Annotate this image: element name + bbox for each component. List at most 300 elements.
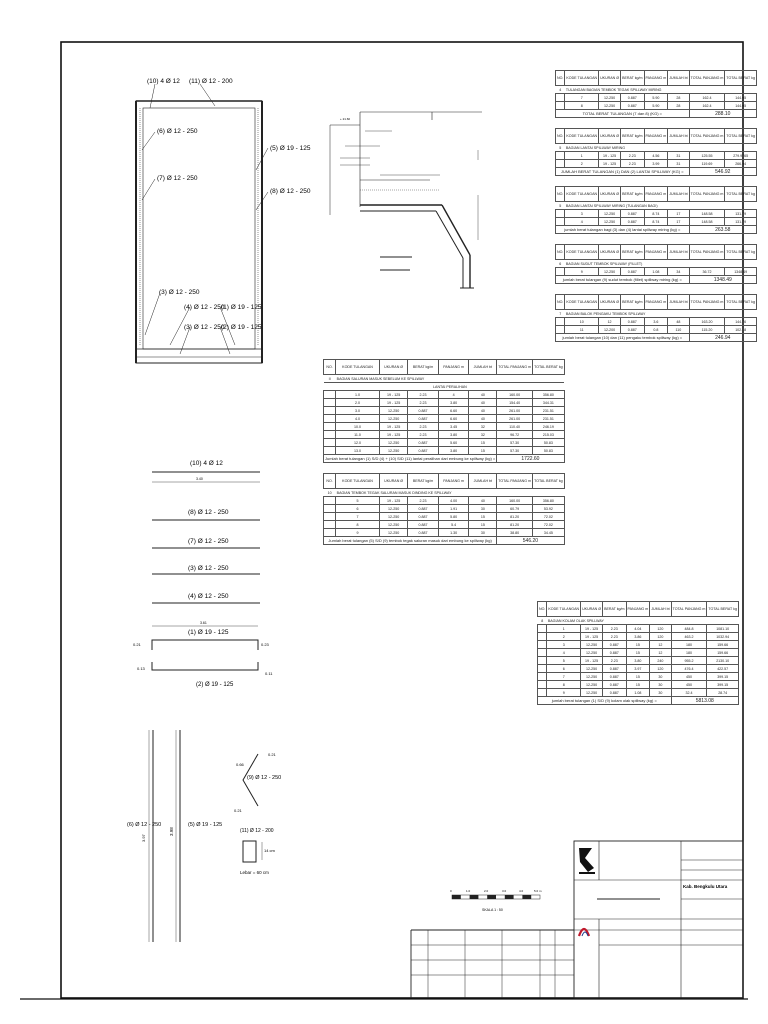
table-cell: 12-200 [599, 326, 621, 334]
table-header-cell: KODE TULANGAN [565, 129, 599, 144]
table-cell: 4.56 [644, 152, 668, 160]
bar-1-right-dim: 0.23 [261, 642, 269, 647]
table-header-row [556, 245, 757, 260]
table-cell: 154.40 [497, 399, 533, 407]
section-title: BAGIAN LANTAI SPILLWAY MIRING (TULANGAN BAGI) [565, 202, 757, 210]
table-cell: 3.86 [626, 633, 650, 641]
row-no-cell [538, 625, 547, 633]
table-cell: 19 - 125 [379, 399, 408, 407]
table-cell: 1081.10 [707, 625, 739, 633]
total-value: 546.92 [689, 168, 756, 176]
table-section-row [324, 489, 565, 497]
table-cell: 3 [547, 641, 581, 649]
table-cell: 11.0 [336, 431, 380, 439]
table-cell: 0.887 [603, 641, 626, 649]
cross-label-5: (5) Ø 19 - 125 [270, 145, 311, 152]
table-cell: 7 [336, 513, 380, 521]
table-header-row [556, 129, 757, 144]
table-cell: 13.0 [336, 447, 380, 455]
row-no-cell [556, 218, 565, 226]
table-header-cell: TOTAL PANJANG m [689, 245, 725, 260]
table-total-row [556, 334, 757, 342]
table-cell: 48 [668, 318, 689, 326]
table-gap-row [324, 463, 565, 474]
table-cell: 40 [469, 497, 497, 505]
table-gap [556, 234, 757, 245]
table-header-cell: TOTAL BERAT kg [533, 360, 565, 375]
table-cell: 3.97 [626, 665, 650, 673]
table-section-row [556, 310, 757, 318]
total-value: 546.20 [497, 537, 564, 545]
table-header-cell: JUMLAH bt [668, 187, 689, 202]
table-section-row [556, 202, 757, 210]
table-header-cell: PANJANG m [644, 295, 668, 310]
row-no-cell [538, 649, 547, 657]
bar-label-8: (8) Ø 12 - 250 [188, 509, 229, 516]
scale-bar [452, 895, 540, 899]
row-no-cell [556, 326, 565, 334]
table-cell: 19 - 125 [379, 431, 408, 439]
table-cell: 110 [668, 326, 689, 334]
row-no-cell [324, 521, 336, 529]
table-header-row [538, 602, 739, 617]
table-cell: 7 [547, 673, 581, 681]
table-cell: 0.887 [603, 689, 626, 697]
table-cell: 40 [469, 391, 497, 399]
table-header-cell: KODE TULANGAN [547, 602, 581, 617]
table-cell: 5.60 [438, 439, 469, 447]
table-cell: 7 [565, 94, 599, 102]
total-value: 288.10 [689, 110, 756, 118]
section-title: TULANGAN BAGIAN TEMBOK TEGAK SPILLWAY MIRING [565, 86, 757, 94]
table-cell: 2.23 [408, 497, 438, 505]
table-row [324, 423, 565, 431]
row-no-cell [538, 641, 547, 649]
section-number: 10 [324, 489, 336, 497]
table-cell: 17 [668, 218, 689, 226]
table-cell: 8.74 [644, 210, 668, 218]
table-header-cell: UKURAN Ø [599, 295, 621, 310]
table-cell: 120 [650, 665, 671, 673]
table-cell: 0.887 [621, 318, 644, 326]
bar-1-shape [152, 640, 258, 650]
table-cell: 12-250 [379, 447, 408, 455]
table-header-cell: TOTAL PANJANG m [689, 129, 725, 144]
table-cell: 12 [599, 318, 621, 326]
table-cell: 19 - 125 [581, 657, 603, 665]
table-cell: 4.0 [336, 415, 380, 423]
table-cell: 6.60 [438, 407, 469, 415]
table-cell: 12 [650, 649, 671, 657]
table-cell: 144.05 [725, 94, 757, 102]
table-row [324, 447, 565, 455]
table-cell: 38.80 [497, 529, 533, 537]
table-header-cell: TOTAL PANJANG m [689, 187, 725, 202]
table-cell: 81.20 [497, 513, 533, 521]
table-cell: 19 - 125 [599, 160, 621, 168]
table-row [556, 326, 757, 334]
table-cell: 30 [469, 505, 497, 513]
table-cell: 261.00 [497, 407, 533, 415]
table-cell: 6.60 [438, 415, 469, 423]
table-cell: 1.0 [336, 391, 380, 399]
total-label: Jumlah berat tulangan (5) S/D (9) tembok tegak saluran masuk dari embung ke spillway (kg) [324, 537, 497, 545]
table-gap-row [556, 118, 757, 129]
section-subtitle-pad [324, 383, 336, 391]
bar-2-left-dim: 0.13 [137, 666, 145, 671]
longitudinal-section-drawing [330, 112, 482, 288]
table-cell: 12-250 [379, 521, 408, 529]
table-cell: 32.4 [671, 689, 707, 697]
table-cell: 81.20 [497, 521, 533, 529]
table-header-cell: KODE TULANGAN [565, 245, 599, 260]
table-cell: 19 - 125 [379, 423, 408, 431]
table-cell: 12-250 [581, 681, 603, 689]
bar-2-right-dim: 0.11 [265, 671, 273, 676]
table-cell: 2.23 [408, 431, 438, 439]
bar-9-dim-c: 0.21 [234, 808, 242, 813]
table-cell: 125.55 [689, 152, 725, 160]
table-cell: 1.91 [438, 505, 469, 513]
table-header-cell: KODE TULANGAN [565, 295, 599, 310]
table-cell: 144.76 [725, 318, 757, 326]
table-row [324, 431, 565, 439]
row-no-cell [324, 439, 336, 447]
schedule-table-middle-body [324, 360, 565, 556]
scale-tick-1: 1.0 [466, 889, 471, 893]
bar-label-1: (1) Ø 19 - 125 [188, 629, 229, 636]
table-cell: 17 [668, 210, 689, 218]
table-cell: 12-250 [599, 210, 621, 218]
table-cell: 180 [671, 649, 707, 657]
table-cell: 28.74 [707, 689, 739, 697]
table-cell: 31 [668, 152, 689, 160]
table-cell: 231.51 [533, 407, 565, 415]
bar-label-5: (5) Ø 19 - 125 [188, 822, 223, 828]
table-total-row [324, 537, 565, 545]
table-header-cell: TOTAL BERAT kg [725, 295, 757, 310]
row-no-cell [324, 423, 336, 431]
table-header-cell: UKURAN Ø [581, 602, 603, 617]
table-header-cell: JUMLAH bt [650, 602, 671, 617]
row-no-cell [556, 318, 565, 326]
table-cell: 0.887 [621, 102, 644, 110]
table-header-cell: PANJANG m [438, 474, 469, 489]
table-cell: 0.8 [644, 326, 668, 334]
table-cell: 15 [626, 681, 650, 689]
table-cell: 0.887 [408, 529, 438, 537]
table-cell: 15 [469, 521, 497, 529]
table-header-cell: JUMLAH bt [668, 129, 689, 144]
table-row [538, 633, 739, 641]
bar-label-4: (4) Ø 12 - 250 [188, 593, 229, 600]
table-cell: 5 [336, 497, 380, 505]
table-cell: 0.887 [621, 210, 644, 218]
table-header-cell: TOTAL PANJANG m [671, 602, 707, 617]
table-cell: 131.79 [725, 210, 757, 218]
table-header-cell: TOTAL PANJANG m [497, 360, 533, 375]
table-cell: 399.15 [707, 673, 739, 681]
table-row [324, 399, 565, 407]
table-header-cell: BERAT kg/m [621, 187, 644, 202]
table-cell: 12-250 [379, 505, 408, 513]
table-header-cell: UKURAN Ø [599, 245, 621, 260]
table-cell: 28 [668, 102, 689, 110]
table-cell: 2.23 [408, 399, 438, 407]
table-cell: 5.90 [644, 102, 668, 110]
bar-label-3: (3) Ø 12 - 250 [188, 565, 229, 572]
table-cell: 4 [438, 391, 469, 399]
table-header-cell: BERAT kg/m [621, 295, 644, 310]
table-row [538, 673, 739, 681]
table-total-row [556, 168, 757, 176]
table-cell: 0.887 [408, 439, 438, 447]
table-cell: 40 [469, 407, 497, 415]
table-cell: 0.887 [408, 447, 438, 455]
table-cell: 9 [547, 689, 581, 697]
section-subtitle: LANTAI PERALIHAN [336, 383, 564, 391]
table-cell: 4 [565, 218, 599, 226]
title-kabupaten: Kab. Bengkulu Utara [683, 884, 728, 889]
section-title: BAGIAN BALOK PENGAKU TEMBOK SPILLWAY [565, 310, 757, 318]
bar-length-10: 3.40 [196, 477, 203, 481]
table-cell: 34 [668, 268, 689, 276]
table-cell: 57.30 [497, 447, 533, 455]
table-gap-row [556, 342, 757, 353]
table-cell: 19 - 125 [581, 633, 603, 641]
table-cell: 5.4 [438, 521, 469, 529]
table-section-row [538, 617, 739, 625]
table-cell: 162.4 [689, 94, 725, 102]
table-cell: 12-250 [379, 513, 408, 521]
table-cell: 110.40 [497, 423, 533, 431]
table-cell: 30 [650, 681, 671, 689]
table-cell: 12-250 [379, 529, 408, 537]
longitudinal-dim-marks: + 21.60 [340, 117, 351, 121]
table-row [556, 318, 757, 326]
schedule-table-right-body [556, 71, 757, 353]
table-cell: 246.19 [533, 423, 565, 431]
table-row [538, 665, 739, 673]
table-header-cell: UKURAN Ø [379, 474, 408, 489]
bar-length-1: 3.61 [200, 621, 207, 625]
scale-tick-3: 3.0 [502, 889, 507, 893]
table-cell: 12-250 [581, 673, 603, 681]
table-cell: 15 [626, 673, 650, 681]
table-cell: 9 [336, 529, 380, 537]
table-cell: 5.90 [644, 94, 668, 102]
table-gap [324, 545, 565, 556]
table-cell: 3.45 [438, 423, 469, 431]
table-header-cell: BERAT kg/m [603, 602, 626, 617]
table-header-cell: TOTAL PANJANG m [497, 474, 533, 489]
table-header-cell: BERAT kg/m [621, 129, 644, 144]
table-cell: 0.887 [621, 94, 644, 102]
table-gap-row [556, 284, 757, 295]
bar-label-6: (6) Ø 12 - 250 [127, 822, 162, 828]
section-number: 4 [556, 86, 565, 94]
table-cell: 399.15 [707, 681, 739, 689]
table-cell: 160.00 [497, 497, 533, 505]
table-cell: 12-250 [581, 689, 603, 697]
table-cell: 15 [469, 439, 497, 447]
table-row [538, 657, 739, 665]
table-header-cell: NO. [556, 187, 565, 202]
table-gap [556, 176, 757, 187]
table-gap-row [324, 545, 565, 556]
cross-label-4: (4) Ø 12 - 250 [184, 304, 225, 311]
table-cell: 32 [469, 423, 497, 431]
table-cell: 120 [650, 633, 671, 641]
bar-2-shape [152, 662, 258, 670]
table-header-cell: PANJANG m [644, 245, 668, 260]
table-cell: 0.887 [408, 521, 438, 529]
table-cell: 10.0 [336, 423, 380, 431]
table-cell: 215.03 [533, 431, 565, 439]
table-cell: 40 [469, 399, 497, 407]
table-total-row [556, 276, 757, 284]
table-cell: 11 [565, 326, 599, 334]
table-header-cell: TOTAL PANJANG m [689, 295, 725, 310]
table-header-cell: UKURAN Ø [599, 187, 621, 202]
table-header-cell: NO. [556, 245, 565, 260]
section-number: 6 [556, 260, 565, 268]
table-cell: 0.887 [408, 505, 438, 513]
table-header-cell: TOTAL PANJANG m [689, 71, 725, 86]
table-header-row [324, 474, 565, 489]
table-cell: 344.31 [533, 399, 565, 407]
bar-11-stirrup [243, 841, 256, 862]
table-total-row [556, 226, 757, 234]
cross-label-7: (7) Ø 12 - 250 [157, 175, 198, 182]
table-row [324, 505, 565, 513]
table-cell: 159.66 [707, 641, 739, 649]
table-cell: 12-250 [379, 439, 408, 447]
table-cell: 148.58 [689, 210, 725, 218]
table-header-cell: KODE TULANGAN [565, 71, 599, 86]
table-row [538, 689, 739, 697]
table-section-row [556, 260, 757, 268]
table-cell: 12.0 [336, 439, 380, 447]
table-cell: 19 - 125 [379, 497, 408, 505]
table-cell: 1348.49 [725, 268, 757, 276]
table-row [556, 94, 757, 102]
section-title: BAGIAN TEMBOK TEGAK SALURAN MASUK DINDING KE SPILLWAY [336, 489, 564, 497]
table-gap [324, 463, 565, 474]
row-no-cell [324, 529, 336, 537]
table-header-cell: NO. [324, 474, 336, 489]
table-header-cell: TOTAL BERAT kg [533, 474, 565, 489]
row-no-cell [538, 665, 547, 673]
table-cell: 57.30 [497, 439, 533, 447]
table-cell: 450 [671, 673, 707, 681]
bar-11-height: 14 cm [264, 848, 275, 853]
table-cell: 1032.94 [707, 633, 739, 641]
table-header-cell: NO. [556, 129, 565, 144]
table-cell: 4.00 [438, 497, 469, 505]
table-cell: 0.887 [603, 649, 626, 657]
table-cell: 231.51 [533, 415, 565, 423]
table-header-cell: NO. [538, 602, 547, 617]
section-title: BAGIAN SUDUT TEMBOK SPILLWAY (FILLET) [565, 260, 757, 268]
table-subtitle-row [324, 383, 565, 391]
table-cell: 15 [469, 513, 497, 521]
table-cell: 2.23 [408, 391, 438, 399]
row-no-cell [538, 673, 547, 681]
table-cell: 2 [565, 160, 599, 168]
table-cell: 12 [650, 641, 671, 649]
table-cell: 10 [565, 318, 599, 326]
table-cell: 9 [565, 268, 599, 276]
table-cell: 120 [650, 625, 671, 633]
row-no-cell [538, 633, 547, 641]
table-row [556, 210, 757, 218]
table-cell: 30 [650, 673, 671, 681]
table-cell: 12-250 [581, 665, 603, 673]
bar-length-6: 3.97 [141, 834, 146, 842]
table-cell: 450 [671, 681, 707, 689]
row-no-cell [538, 681, 547, 689]
row-no-cell [556, 268, 565, 276]
table-cell: 0.887 [621, 268, 644, 276]
table-row [324, 391, 565, 399]
table-header-cell: TOTAL BERAT kg [725, 245, 757, 260]
table-cell: 72.02 [533, 513, 565, 521]
table-cell: 3.80 [438, 431, 469, 439]
table-cell: 131.79 [725, 218, 757, 226]
table-cell: 180 [671, 641, 707, 649]
section-number: 7 [556, 310, 565, 318]
total-label: jumlah berat tulangan (9) sudut tembok (fillet) spillway miring (kg) = [556, 276, 690, 284]
bar-label-11: (11) Ø 12 - 200 [240, 828, 274, 834]
table-header-row [324, 360, 565, 375]
table-header-cell: UKURAN Ø [379, 360, 408, 375]
section-number: II [324, 375, 336, 383]
cross-label-2: (2) Ø 19 - 125 [221, 324, 262, 331]
table-cell: 96.72 [497, 431, 533, 439]
total-label: jumlah berat tulangan (10) dan (11) pengaku tembok spillway (kg) = [556, 334, 690, 342]
row-no-cell [556, 160, 565, 168]
bar-1-left-dim: 0.21 [133, 642, 141, 647]
table-cell: 30 [650, 689, 671, 697]
bar-label-9: (9) Ø 12 - 250 [247, 775, 282, 781]
table-cell: 148.58 [689, 218, 725, 226]
row-no-cell [324, 431, 336, 439]
table-cell: 28 [668, 94, 689, 102]
table-cell: 19 - 125 [581, 625, 603, 633]
table-header-cell: UKURAN Ø [599, 71, 621, 86]
row-no-cell [538, 657, 547, 665]
table-cell: 2.23 [621, 152, 644, 160]
table-header-cell: JUMLAH bt [469, 360, 497, 375]
table-gap [556, 118, 757, 129]
total-label: jumlah berat tulangan (1) S/D (9) kolam olak spillway (kg) = [538, 697, 672, 705]
table-cell: 12-250 [581, 641, 603, 649]
table-cell: 8 [547, 681, 581, 689]
cross-label-8: (8) Ø 12 - 250 [270, 188, 311, 195]
table-header-cell: TOTAL BERAT kg [707, 602, 739, 617]
schedule-table-middle [323, 359, 565, 555]
bar-9-dim-b: 0.66 [236, 762, 244, 767]
section-number: 5 [556, 202, 565, 210]
scale-tick-0: 0 [450, 889, 452, 893]
logo-mark [579, 848, 595, 873]
table-cell: 0.887 [621, 218, 644, 226]
schedule-table-right [555, 70, 757, 352]
row-no-cell [324, 407, 336, 415]
table-cell: 0.887 [621, 326, 644, 334]
table-cell: 1 [547, 625, 581, 633]
